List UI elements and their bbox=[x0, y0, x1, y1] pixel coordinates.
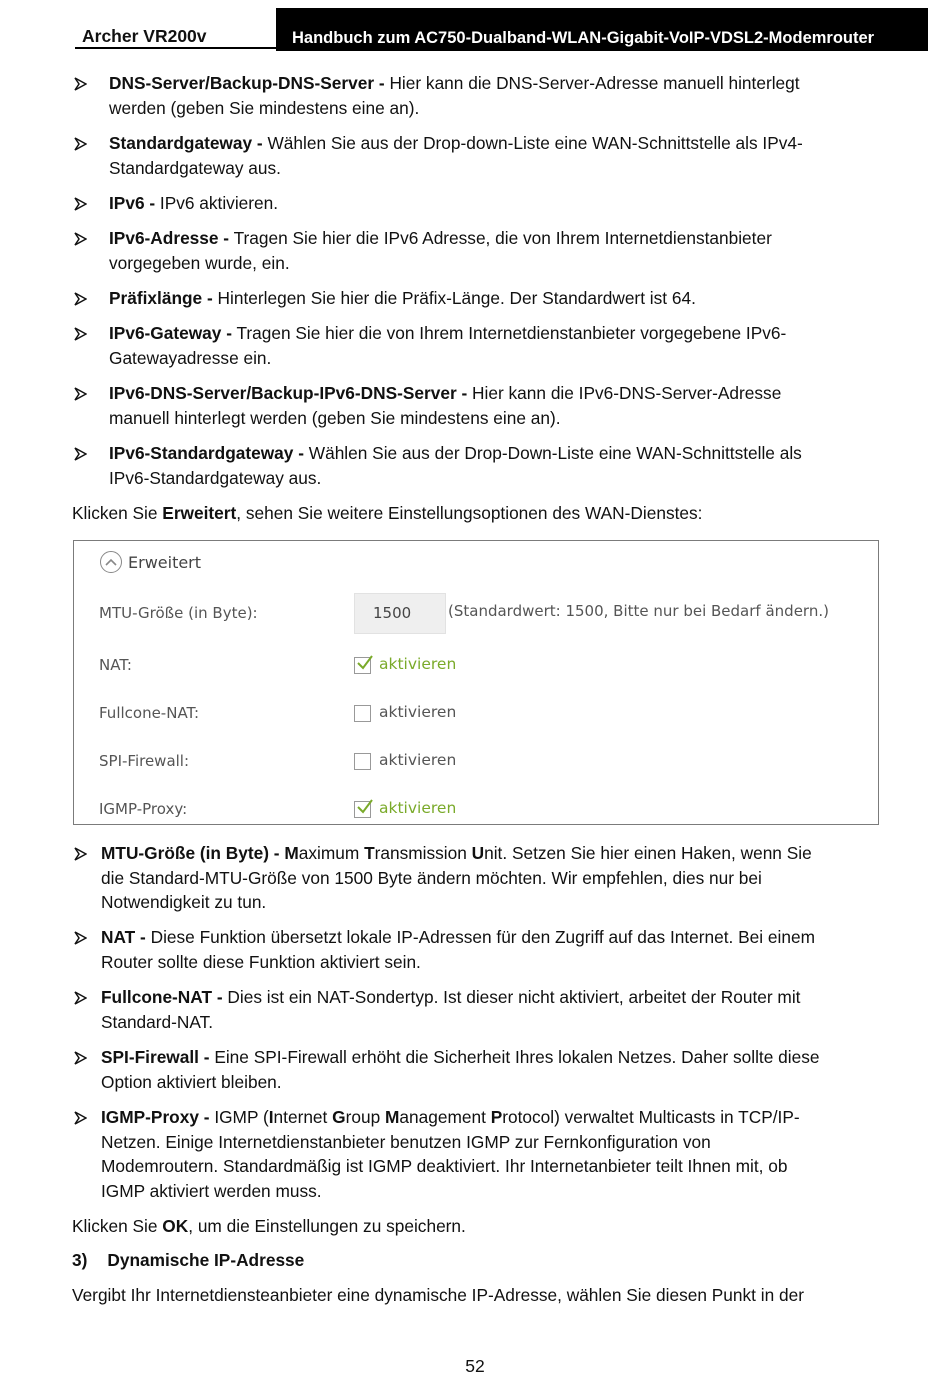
option-label: Fullcone-NAT: bbox=[99, 704, 200, 722]
bullet-arrow-icon bbox=[74, 327, 88, 351]
checkmark-icon bbox=[356, 654, 374, 672]
advanced-settings-screenshot bbox=[73, 540, 879, 825]
bullet-item: IGMP-Proxy - IGMP (Internet Group Management Protocol) verwaltet Multicasts in TCP/IP- Netzen. Einige Internetdienstanbieter benutzen IGMP zur Fernkonfiguration von Modemroutern. Standardmäßig ist IGMP deaktiviert. Ihr Internetanbieter teilt Ihnen mit, ob IGMP aktiviert werden muss. bbox=[74, 1105, 884, 1203]
page-number: 52 bbox=[465, 1356, 485, 1376]
ok-paragraph: Klicken Sie OK, um die Einstellungen zu speichern. bbox=[72, 1216, 466, 1236]
page-header bbox=[75, 8, 928, 50]
bullet-arrow-icon bbox=[74, 1051, 88, 1075]
section-heading bbox=[72, 1248, 304, 1272]
manual-title: Handbuch zum AC750-Dualband-WLAN-Gigabit-VoIP-VDSL2-Modemrouter bbox=[276, 8, 928, 51]
bullet-item: IPv6-DNS-Server/Backup-IPv6-DNS-Server - Hier kann die IPv6-DNS-Server-Adresse manuell hinterlegt werden (geben Sie mindestens eine an). bbox=[74, 381, 874, 430]
bullet-arrow-icon bbox=[74, 232, 88, 256]
bullet-arrow-icon bbox=[74, 1111, 88, 1135]
bullet-item: Präfixlänge - Hinterlegen Sie hier die Präfix-Länge. Der Standardwert ist 64. bbox=[74, 286, 874, 311]
mtu-label: MTU-Größe (in Byte): bbox=[99, 604, 258, 622]
bullet-item: IPv6 - IPv6 aktivieren. bbox=[74, 191, 874, 216]
bullet-item: IPv6-Standardgateway - Wählen Sie aus der Drop-Down-Liste eine WAN-Schnittstelle als IPv6-Standardgateway aus. bbox=[74, 441, 874, 490]
bullet-arrow-icon bbox=[74, 931, 88, 955]
checkmark-icon bbox=[356, 798, 374, 816]
enable-label[interactable]: aktivieren bbox=[379, 703, 457, 721]
bullet-arrow-icon bbox=[74, 387, 88, 411]
bullet-item: IPv6-Adresse - Tragen Sie hier die IPv6 Adresse, die von Ihrem Internetdienstanbieter vorgegeben wurde, ein. bbox=[74, 226, 874, 275]
bullet-arrow-icon bbox=[74, 137, 88, 161]
bullet-arrow-icon bbox=[74, 292, 88, 316]
bullet-arrow-icon bbox=[74, 77, 88, 101]
mtu-hint: (Standardwert: 1500, Bitte nur bei Bedarf ändern.) bbox=[448, 602, 829, 620]
advanced-intro-paragraph: Klicken Sie Erweitert, sehen Sie weitere Einstellungsoptionen des WAN-Dienstes: bbox=[72, 503, 703, 523]
enable-checkbox[interactable] bbox=[354, 753, 371, 770]
enable-checkbox[interactable] bbox=[354, 705, 371, 722]
bullet-arrow-icon bbox=[74, 847, 88, 871]
bullet-item: Standardgateway - Wählen Sie aus der Drop-down-Liste eine WAN-Schnittstelle als IPv4- Standardgateway aus. bbox=[74, 131, 874, 180]
product-name: Archer VR200v bbox=[75, 8, 276, 49]
chevron-up-icon bbox=[100, 551, 122, 573]
option-label: SPI-Firewall: bbox=[99, 752, 190, 770]
option-label: IGMP-Proxy: bbox=[99, 800, 188, 818]
bullet-item: SPI-Firewall - Eine SPI-Firewall erhöht die Sicherheit Ihres lokalen Netzes. Daher sollte diese Option aktiviert bleiben. bbox=[74, 1045, 884, 1094]
bullet-arrow-icon bbox=[74, 447, 88, 471]
bullet-item: DNS-Server/Backup-DNS-Server - Hier kann die DNS-Server-Adresse manuell hinterlegt werden (geben Sie mindestens eine an). bbox=[74, 71, 874, 120]
enable-label[interactable]: aktivieren bbox=[379, 655, 457, 673]
option-label: NAT: bbox=[99, 656, 132, 674]
bullet-arrow-icon bbox=[74, 991, 88, 1015]
dynamic-ip-paragraph: Vergibt Ihr Internetdiensteanbieter eine dynamische IP-Adresse, wählen Sie diesen Punkt in der bbox=[72, 1285, 805, 1305]
advanced-label: Erweitert bbox=[128, 552, 202, 572]
enable-checkbox[interactable] bbox=[354, 801, 371, 818]
enable-label[interactable]: aktivieren bbox=[379, 799, 457, 817]
enable-label[interactable]: aktivieren bbox=[379, 751, 457, 769]
bullet-arrow-icon bbox=[74, 197, 88, 221]
bullet-item: NAT - Diese Funktion übersetzt lokale IP-Adressen für den Zugriff auf das Internet. Bei einem Router sollte diese Funktion aktiviert sein. bbox=[74, 925, 884, 974]
advanced-toggle[interactable] bbox=[100, 550, 201, 574]
enable-checkbox[interactable] bbox=[354, 657, 371, 674]
section-title: Dynamische IP-Adresse bbox=[107, 1250, 305, 1270]
bullet-item: IPv6-Gateway - Tragen Sie hier die von Ihrem Internetdienstanbieter vorgegebene IPv6- Gatewayadresse ein. bbox=[74, 321, 874, 370]
bullet-item: MTU-Größe (in Byte) - Maximum Transmission Unit. Setzen Sie hier einen Haken, wenn Sie die Standard-MTU-Größe von 1500 Byte ändern möchten. Wir empfehlen, dies nur bei Notwendigkeit zu tun. bbox=[74, 841, 884, 915]
bullet-item: Fullcone-NAT - Dies ist ein NAT-Sondertyp. Ist dieser nicht aktiviert, arbeitet der Router mit Standard-NAT. bbox=[74, 985, 884, 1034]
mtu-size-input[interactable]: 1500 bbox=[354, 593, 446, 634]
section-number: 3) bbox=[72, 1250, 88, 1270]
